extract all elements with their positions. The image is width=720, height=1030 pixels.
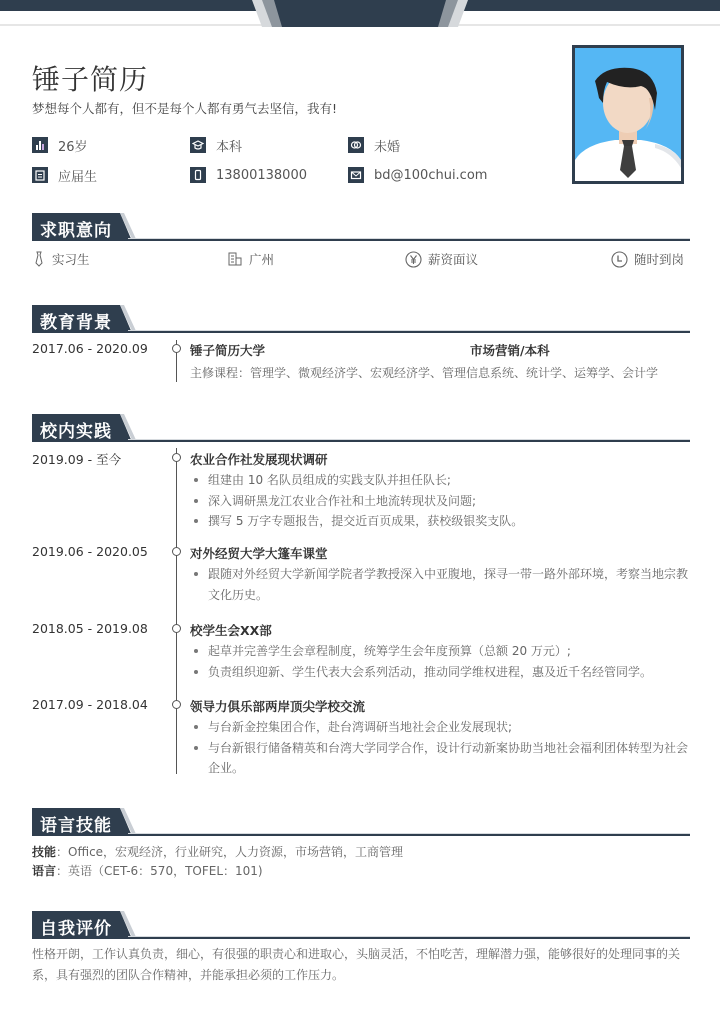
info-status [32, 166, 97, 184]
timeline-node [172, 344, 181, 353]
graduation-cap-icon [190, 137, 206, 153]
bullet-item: 撰写 5 万字专题报告，提交近百页成果，获校级银奖支队。 [190, 511, 690, 532]
rings-icon [348, 137, 364, 153]
practice-title: 校学生会XX部 [190, 623, 272, 638]
info-email [348, 166, 487, 184]
info-age-value: 26岁 [58, 139, 88, 155]
section-title: 校内实践 [40, 422, 112, 442]
practice-title: 对外经贸大学大篷车课堂 [190, 546, 328, 561]
section-header-education [32, 305, 690, 333]
language-value: ：英语（CET-6：570，TOFEL：101) [56, 864, 263, 878]
practice-date: 2017.09 - 2018.04 [32, 697, 148, 712]
section-title: 自我评价 [40, 919, 112, 939]
bullet-item: 组建由 10 名队员组成的实践支队并担任队长; [190, 470, 690, 491]
section-title: 语言技能 [40, 816, 112, 836]
calendar-icon [32, 167, 48, 183]
phone-icon [190, 167, 206, 183]
practice-bullets [190, 717, 690, 779]
section-header-skills [32, 808, 690, 836]
section-header-practice [32, 414, 690, 442]
info-degree [190, 136, 242, 154]
bullet-item: 起草并完善学生会章程制度，统筹学生会年度预算（总额 20 万元）; [190, 641, 690, 662]
bullet-item: 跟随对外经贸大学新闻学院者学教授深入中亚腹地，探寻一带一路外部环境，考察当地宗教文化历史。 [190, 564, 690, 605]
info-email-value[interactable]: bd@100chui.com [374, 167, 488, 183]
resume-name: 锤子简历 [32, 63, 149, 96]
bullet-item: 深入调研黑龙江农业合作社和土地流转现状及问题; [190, 491, 690, 512]
timeline-node [172, 547, 181, 556]
bullet-item: 与台新金控集团合作，赴台湾调研当地社会企业发展现状; [190, 717, 690, 738]
timeline-node [172, 624, 181, 633]
edu-major: 市场营销/本科 [470, 343, 550, 358]
edu-courses: 主修课程：管理学、微观经济学、宏观经济学、管理信息系统、统计学、运筹学、会计学 [190, 366, 659, 380]
bullet-item: 负责组织迎新、学生代表大会系列活动，推动同学维权进程，惠及近千名经管同学。 [190, 662, 690, 683]
section-header-intent [32, 213, 690, 241]
info-marital [348, 136, 400, 154]
mail-icon [348, 167, 364, 183]
section-title: 教育背景 [40, 313, 112, 333]
timeline-node [172, 453, 181, 462]
practice-date: 2019.06 - 2020.05 [32, 544, 148, 559]
skills-line [32, 843, 403, 860]
info-age [32, 136, 88, 154]
self-evaluation-text: 性格开朗，工作认真负责，细心，有很强的职责心和进取心，头脑灵活，不怕吃苦，理解潜力强，能够很好的处理同事的关系，具有强烈的团队合作精神，并能承担必须的工作压力。 [32, 947, 681, 982]
practice-title: 农业合作社发展现状调研 [190, 452, 328, 467]
avatar-illustration [575, 48, 681, 181]
motto: 梦想每个人都有，但不是每个人都有勇气去坚信，我有! [32, 101, 338, 116]
info-degree-value: 本科 [216, 139, 243, 155]
info-marital-value: 未婚 [374, 139, 401, 155]
top-tab-decoration [252, 0, 468, 27]
yuan-icon [405, 251, 422, 268]
tie-icon [32, 251, 46, 267]
clock-icon [611, 251, 628, 268]
avatar-photo [572, 45, 684, 184]
info-phone [190, 166, 307, 184]
section-title: 求职意向 [40, 221, 112, 241]
intent-city: 广州 [227, 250, 274, 268]
skills-label: 技能 [32, 845, 57, 859]
intent-salary: 薪资面议 [405, 250, 478, 268]
age-chart-icon [32, 137, 48, 153]
practice-bullets [190, 470, 690, 532]
skills-value: ：Office，宏观经济，行业研究，人力资源，市场营销，工商管理 [56, 845, 404, 859]
practice-date: 2018.05 - 2019.08 [32, 621, 148, 636]
section-header-self [32, 911, 690, 939]
info-status-value: 应届生 [58, 169, 98, 185]
bullet-item: 与台新银行储备精英和台湾大学同学合作，设计行动新案协助当地社会福利团体转型为社会企业。 [190, 738, 690, 779]
edu-school: 锤子简历大学 [190, 343, 266, 358]
edu-date: 2017.06 - 2020.09 [32, 341, 148, 356]
practice-bullets [190, 641, 690, 682]
info-phone-value[interactable]: 13800138000 [216, 167, 307, 183]
timeline-node [172, 700, 181, 709]
language-label: 语言 [32, 864, 57, 878]
practice-title: 领导力俱乐部两岸顶尖学校交流 [190, 699, 366, 714]
practice-bullets [190, 564, 690, 605]
timeline-line [176, 448, 177, 774]
practice-date: 2019.09 - 至今 [32, 452, 122, 467]
intent-position: 实习生 [32, 250, 90, 268]
building-icon [227, 251, 243, 267]
intent-availability: 随时到岗 [611, 250, 684, 268]
language-line [32, 862, 263, 879]
